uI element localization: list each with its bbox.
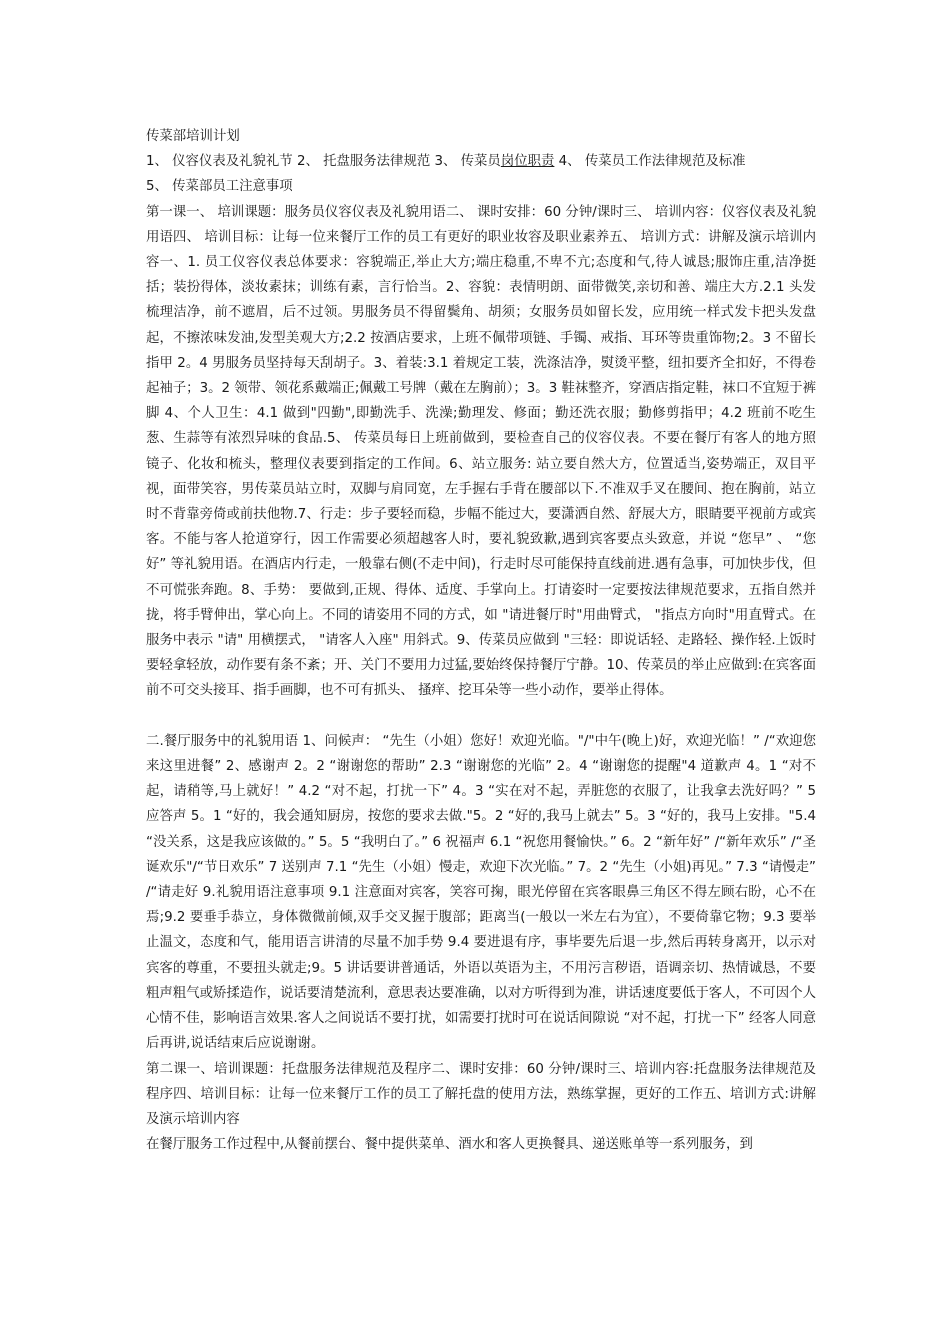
document-title: 传菜部培训计划 — [146, 129, 240, 144]
outline-line-1-text-b: 4、 传菜员工作法律规范及标准 — [554, 154, 746, 170]
outline-line-1-text-a: 1、 仪容仪表及礼貌礼节 2、 托盘服务法律规范 3、 传菜员 — [146, 154, 501, 170]
tray-service-paragraph: 在餐厅服务工作过程中,从餐前摆台、餐中提供菜单、酒水和客人更换餐具、递送账单等一系列服务，到 — [146, 1137, 753, 1153]
outline-line-2: 5、 传菜部员工注意事项 — [146, 179, 293, 195]
outline-line-1 — [146, 149, 816, 174]
lesson-1-paragraph: 第一课一、 培训课题：服务员仪容仪表及礼貌用语二、 课时安排：60 分钟/课时三、 培训内容：仪容仪表及礼貌用语四、 培训目标：让每一位来餐厅工作的员工有更好的职业妆容及职业素养五、 培训方式：讲解及演示培训内容一、1. 员工仪容仪表总体要求：容貌端正,举止大方;端庄稳重,不卑不亢;态度和气,待人诚恳;服饰庄重,洁净挺括；装扮得体，淡妆素抹；训练有素，言行恰当。2、容貌：表情明朗、面带微笑,亲切和善、端庄大方.2.1 头发梳理洁净，前不遮眉，后不过领。男服务员不得留鬓角、胡须；女服务员如留长发，应用统一样式发卡把头发盘起，不擦浓味发油,发型美观大方;2.2 按酒店要求，上班不佩带项链、手镯、戒指、耳环等贵重饰物;2。3 不留长指甲 2。4 男服务员坚持每天刮胡子。3、着装:3.1 着规定工装，洗涤洁净，熨烫平整，纽扣要齐全扣好，不得卷起袖子；3。2 领带、领花系戴端正;佩戴工号牌（戴在左胸前）；3。3 鞋袜整齐，穿酒店指定鞋，袜口不宜短于裤脚 4、个人卫生：4.1 做到"四勤",即勤洗手、洗澡;勤理发、修面；勤还洗衣服；勤修剪指甲；4.2 班前不吃生葱、生蒜等有浓烈异味的食品.5、 传菜员每日上班前做到，要检查自己的仪容仪表。不要在餐厅有客人的地方照镜子、化妆和梳头，整理仪表要到指定的工作间。6、站立服务: 站立要自然大方，位置适当,姿势端正，双目平视，面带笑容，男传菜员站立时，双脚与肩同宽，左手握右手背在腰部以下.不准双手叉在腰间、抱在胸前，站立时不背靠旁倚或前扶他物.7、行走：步子要轻而稳，步幅不能过大，要潇洒自然、舒展大方，眼睛要平视前方或宾客。不能与客人抢道穿行，因工作需要必须超越客人时，要礼貌致歉,遇到宾客要点头致意，并说 “您早” 、 “您好” 等礼貌用语。在酒店内行走，一般靠右侧(不走中间)，行走时尽可能保持直线前进.遇有急事，可加快步伐，但不可慌张奔跑。8、手势： 要做到,正规、得体、适度、手掌向上。打请姿时一定要按法律规范要求，五指自然并拢，将手臂伸出，掌心向上。不同的请姿用不同的方式，如 "请进餐厅时"用曲臂式， "指点方向时"用直臂式。在服务中表示 "请" 用横摆式， "请客人入座" 用斜式。9、传菜员应做到 "三轻：即说话轻、走路轻、操作轻.上饭时要轻拿轻放，动作要有条不紊；开、关门不要用力过猛,要始终保持餐厅宁静。10、传菜员的举止应做到:在宾客面前不可交头接耳、指手画脚，也不可有抓头、 搔痒、挖耳朵等一些小动作，要举止得体。 — [146, 204, 816, 699]
job-duties-link[interactable]: 岗位职责 — [500, 154, 555, 170]
polite-phrases-paragraph: 二.餐厅服务中的礼貌用语 1、问候声： “先生（小姐）您好！欢迎光临。"/"中午(晚上)好，欢迎光临！” /“欢迎您来这里进餐” 2、感谢声 2。2 “谢谢您的帮助” 2.3 “谢谢您的光临” 2。4 “谢谢您的提醒"4 道歉声 4。1 “对不起，请稍等,马上就好！” 4.2 “对不起，打扰一下” 4。3 “实在对不起，弄脏您的衣服了，让我拿去洗好吗？” 5 应答声 5。1 “好的，我会通知厨房，按您的要求去做."5。2 “好的,我马上就去” 5。3 “好的，我马上安排。"5.4 “没关系，这是我应该做的。” 5。5 “我明白了。” 6 祝福声 6.1 “祝您用餐愉快。” 6。2 “新年好” /“新年欢乐” /“圣诞欢乐"/“节日欢乐” 7 送别声 7.1 “先生（小姐）慢走，欢迎下次光临。” 7。2 “先生（小姐)再见。” 7.3 “请慢走” /“请走好 9.礼貌用语注意事项 9.1 注意面对宾客，笑容可掬，眼光停留在宾客眼鼻三角区不得左顾右盼，心不在焉;9.2 要垂手恭立，身体微微前倾,双手交叉握于腹部；距离当(一般以一米左右为宜），不要倚靠它物；9.3 要举止温文，态度和气，能用语言讲清的尽量不加手势 9.4 要进退有序，事毕要先后退一步,然后再转身离开，以示对宾客的尊重，不要扭头就走;9。5 讲话要讲普通话，外语以英语为主，不用污言秽语，语调亲切、热情诚恳，不要粗声粗气或矫揉造作，说话要清楚流利，意思表达要准确，以对方听得到为准，讲话速度要低于客人，不可因个人心情不佳，影响语言效果.客人之间说话不要打扰，如需要打扰时可在说话间隙说 “对不起，打扰一下” 经客人同意后再讲,说话结束后应说谢谢。 — [146, 733, 816, 1052]
lesson-2-paragraph: 第二课一、培训课题：托盘服务法律规范及程序二、课时安排：60 分钟/课时三、培训内容:托盘服务法律规范及程序四、培训目标：让每一位来餐厅工作的员工了解托盘的使用方法，熟练掌握，更好的工作五、培训方式:讲解及演示培训内容 — [146, 1061, 816, 1127]
paragraph-spacer — [146, 704, 816, 729]
document-page — [146, 124, 816, 1157]
